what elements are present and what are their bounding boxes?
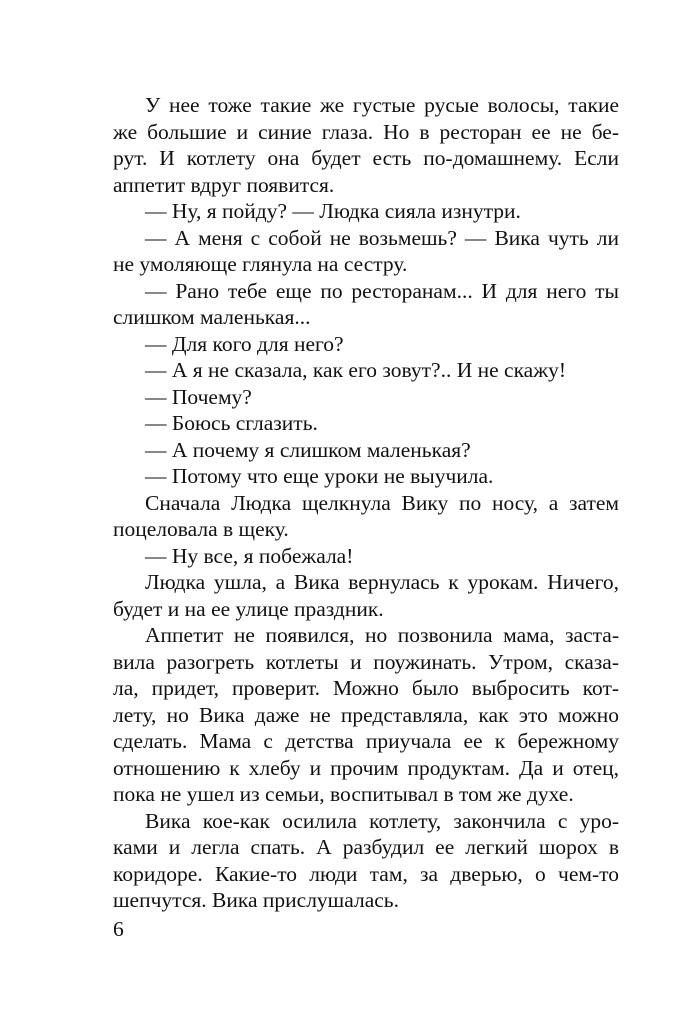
text-line: не умоляюще глянула на сестру. xyxy=(113,252,408,276)
text-line: Вика кое-как осилила котлету, закончила с уро- xyxy=(145,808,619,833)
text-line: ками и легла спать. А разбудил ее легкий шорох в xyxy=(113,835,619,859)
text-line: аппетит вдруг появится. xyxy=(113,172,335,197)
text-line: коридоре. Какие-то люди там, за дверью, о чем-то xyxy=(113,861,619,886)
text-line: — Потому что еще уроки не выучила. xyxy=(145,464,494,488)
text-line: — Для кого для него? xyxy=(145,331,344,356)
text-line: Аппетит не появился, но позвонила мама, заста- xyxy=(145,623,619,647)
text-line: лету, но Вика даже не представляла, как это можно xyxy=(113,702,619,727)
text-line: рут. И котлету она будет есть по-домашнему. Если xyxy=(113,146,619,170)
text-line: — Рано тебе еще по ресторанам... И для него ты xyxy=(145,278,619,303)
text-line: будет и на ее улице праздник. xyxy=(113,596,384,621)
text-line: шепчутся. Вика прислушалась. xyxy=(113,888,399,912)
text-line: вила разогреть котлеты и поужинать. Утром, сказа- xyxy=(113,649,619,674)
text-line: — А меня с собой не возьмешь? — Вика чуть ли xyxy=(145,225,619,250)
text-line: ла, придет, проверит. Можно было выбросить кот- xyxy=(113,676,619,700)
body-text xyxy=(113,92,619,914)
text-line: сделать. Мама с детства приучала ее к бережному xyxy=(113,729,619,753)
text-line: — Почему? xyxy=(145,384,252,409)
text-line: — Ну, я пойду? — Людка сияла изнутри. xyxy=(145,199,521,223)
text-line: — А почему я слишком маленькая? xyxy=(145,437,471,462)
text-line: У нее тоже такие же густые русые волосы, такие xyxy=(145,93,619,117)
text-line: слишком маленькая... xyxy=(113,305,311,329)
text-line: поцеловала в щеку. xyxy=(113,517,289,541)
text-line: отношению к хлебу и прочим продуктам. Да и отец, xyxy=(113,755,619,780)
page-number: 6 xyxy=(113,917,124,941)
text-line: Людка ушла, а Вика вернулась к урокам. Ничего, xyxy=(145,570,619,594)
text-line: — Ну все, я побежала! xyxy=(145,543,354,568)
text-line: — А я не сказала, как его зовут?.. И не скажу! xyxy=(145,358,566,382)
text-line: Сначала Людка щелкнула Вику по носу, а затем xyxy=(145,490,619,515)
text-line: пока не ушел из семьи, воспитывал в том же духе. xyxy=(113,782,574,806)
text-line: — Боюсь сглазить. xyxy=(145,411,318,435)
text-line: же большие и синие глаза. Но в ресторан ее не бе- xyxy=(113,119,619,144)
